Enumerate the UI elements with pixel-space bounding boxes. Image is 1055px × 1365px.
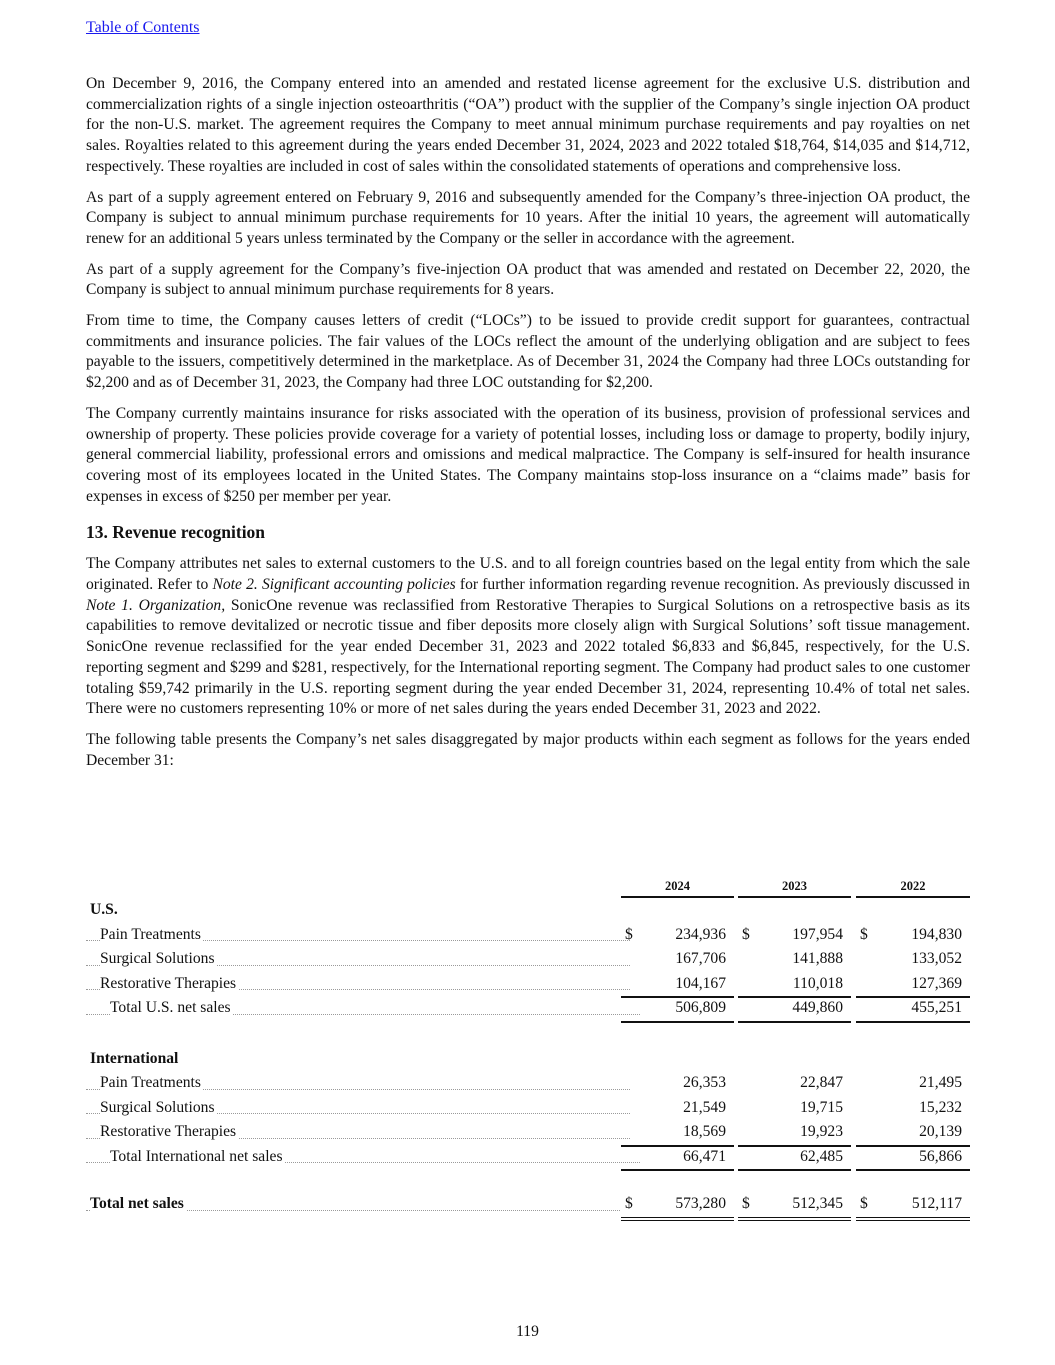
paragraph-five-injection-supply: As part of a supply agreement for the Company’s five-injection OA product that was amended and restated on December 22, 2020, the Company is subject to annual minimum purchase requirements for 8 years. <box>86 260 970 299</box>
value: 18,569 <box>683 1123 726 1140</box>
value: 15,232 <box>919 1098 962 1116</box>
value: 234,936 <box>675 925 726 943</box>
value-cell <box>856 923 970 948</box>
value: 62,485 <box>800 1147 843 1165</box>
net-sales-table <box>86 876 970 1217</box>
value-cell <box>738 947 851 972</box>
value-cell <box>738 972 851 999</box>
value: 512,345 <box>792 1195 843 1212</box>
segment-heading-us: U.S. <box>90 901 118 918</box>
value-cell <box>738 996 851 1023</box>
text-run: for further information regarding revenue recognition. As previously discussed in <box>455 576 970 594</box>
value: 197,954 <box>792 925 843 943</box>
value: 167,706 <box>675 950 726 967</box>
value-cell <box>856 1120 970 1147</box>
note-2-reference: Note 2. Significant accounting policies <box>212 576 456 594</box>
value-cell <box>621 996 734 1023</box>
paragraph-three-injection-supply: As part of a supply agreement entered on February 9, 2016 and subsequently amended for the Company’s three-injection OA product, the Company is subject to annual minimum purchase requirements for 10 years. After the initial 10 years, the agreement will automatically renew for an additional 5 years unless terminated by the Company or the seller in accordance with the agreement. <box>86 188 970 247</box>
row-label <box>86 1071 630 1096</box>
row-label <box>86 1145 640 1170</box>
value: 110,018 <box>792 974 843 992</box>
row-label <box>86 1120 630 1145</box>
paragraph-license-agreement: On December 9, 2016, the Company entered into an amended and restated license agreement for the exclusive U.S. distribution and commercialization rights of a single injection osteoarthritis (“OA”) product with the supplier of the Company’s single injection OA product for the non-U.S. market. The agreement requires the Company to meet annual minimum purchase requirements and pay royalties on net sales. Royalties related to this agreement during the years ended December 31, 2024, 2023 and 2022 totaled $18,764, $14,035 and $14,712, respectively. These royalties are included in cost of sales within the consolidated statements of operations and comprehensive loss. <box>86 75 970 175</box>
row-label <box>86 1192 620 1217</box>
segment-heading-row <box>86 1047 970 1072</box>
segment-heading-international: International <box>90 1049 179 1067</box>
paragraph-insurance: The Company currently maintains insurance for risks associated with the operation of its business, provision of professional services and ownership of property. These policies provide coverage for a variety of potential losses, including loss or damage to property, bodily injury, general commercial liability, professional errors and omissions and medical malpractice. The Company is self-insured for health insurance covering most of its employees located in the United States. The Company maintains stop-loss insurance on a “claims made” basis for expenses in excess of $250 per member per year. <box>86 404 970 505</box>
row-label-text: Surgical Solutions <box>100 950 215 967</box>
value-cell <box>738 923 851 948</box>
paragraph-revenue-attribution <box>86 554 970 720</box>
value-cell <box>621 1145 734 1172</box>
value-cell <box>738 1192 851 1221</box>
value-cell <box>856 1145 970 1172</box>
row-label-text: Surgical Solutions <box>100 1098 215 1116</box>
value: 26,353 <box>683 1074 726 1091</box>
value: 141,888 <box>792 950 843 967</box>
value: 56,866 <box>919 1147 962 1165</box>
paragraph-table-intro: The following table presents the Company’s net sales disaggregated by major products within each segment as follows for the years ended December 31: <box>86 730 970 769</box>
table-row <box>86 1120 970 1145</box>
value-cell <box>621 947 734 972</box>
note-1-reference: Note 1. Organization, <box>86 596 226 614</box>
page-number: 119 <box>516 1323 539 1340</box>
column-header-2022: 2022 <box>856 878 970 898</box>
row-label-text: Restorative Therapies <box>100 974 237 992</box>
value-cell <box>738 1071 851 1096</box>
table-of-contents-link[interactable]: Table of Contents <box>86 19 200 36</box>
value: 66,471 <box>683 1147 726 1165</box>
value-cell <box>621 972 734 999</box>
value: 20,139 <box>919 1123 962 1140</box>
segment-heading-row <box>86 898 970 923</box>
row-label-text: Total U.S. net sales <box>110 999 231 1016</box>
value: 506,809 <box>675 999 726 1016</box>
spacer-row <box>86 1169 970 1192</box>
value: 21,549 <box>683 1098 726 1116</box>
value: 19,923 <box>800 1123 843 1140</box>
value: 21,495 <box>919 1074 962 1091</box>
currency-symbol: $ <box>860 925 868 943</box>
row-label <box>86 972 630 997</box>
paragraph-letters-of-credit: From time to time, the Company causes letters of credit (“LOCs”) to be issued to provide credit support for guarantees, contractual commitments and insurance policies. The fair values of the LOCs reflect the amount of the underlying obligation and are subject to fees payable to the issuers, competitively determined in the marketplace. As of December 31, 2024 the Company had three LOCs outstanding for $2,200 and as of December 31, 2023, the Company had three LOC outstanding for $2,200. <box>86 312 970 392</box>
row-label <box>86 947 630 972</box>
value: 104,167 <box>675 974 726 992</box>
table-row <box>86 947 970 972</box>
value-cell <box>621 923 734 948</box>
text-run: The Company attributes net sales to external customers to the U.S. and to all foreign countries based on the legal entity from which the sale originated. Refer to <box>86 555 970 594</box>
value-cell <box>738 1120 851 1147</box>
section-heading: 13. Revenue recognition <box>86 522 266 543</box>
row-label <box>86 923 630 948</box>
currency-symbol: $ <box>625 925 633 943</box>
value: 449,860 <box>792 999 843 1016</box>
value-cell <box>621 1192 734 1221</box>
value-cell <box>856 947 970 972</box>
value-cell <box>621 1071 734 1096</box>
value-cell <box>856 1096 970 1121</box>
value: 127,369 <box>911 974 962 992</box>
spacer-row <box>86 1021 970 1047</box>
value: 22,847 <box>800 1074 843 1091</box>
currency-symbol: $ <box>860 1195 868 1212</box>
value: 194,830 <box>911 925 962 943</box>
row-label-text: Total net sales <box>90 1195 184 1212</box>
table-header-row <box>86 876 970 898</box>
value-cell <box>738 1145 851 1172</box>
value: 512,117 <box>911 1195 962 1212</box>
row-label <box>86 996 640 1021</box>
row-label-text: Restorative Therapies <box>100 1123 237 1140</box>
row-label-text: Total International net sales <box>110 1147 283 1165</box>
currency-symbol: $ <box>742 925 750 943</box>
value-cell <box>856 996 970 1023</box>
text-run: SonicOne revenue was reclassified from Restorative Therapies to Surgical Solutions on a retrospective basis as its capabilities to remove devitalized or necrotic tissue and fiber deposits more closely align with Surgical Solutions’ soft tissue management. SonicOne revenue reclassified for the year ended December 31, 2023 and 2022 totaled $6,833 and $6,845, respectively, for the U.S. reporting segment and $299 and $281, respectively, for the International reporting segment. The Company had product sales to one customer totaling $59,742 primarily in the U.S. reporting segment during the year ended December 31, 2024, representing 10.4% of total net sales. There were no customers representing 10% or more of net sales during the years ended December 31, 2023 and 2022. <box>86 596 970 718</box>
row-label <box>86 1096 630 1121</box>
column-header-2023: 2023 <box>738 878 851 898</box>
currency-symbol: $ <box>742 1195 750 1212</box>
value: 133,052 <box>911 950 962 967</box>
value-cell <box>856 1071 970 1096</box>
value: 19,715 <box>800 1098 843 1116</box>
value-cell <box>738 1096 851 1121</box>
table-row <box>86 972 970 997</box>
table-row <box>86 1096 970 1121</box>
value-cell <box>621 1120 734 1147</box>
document-body <box>86 74 970 781</box>
table-row <box>86 1071 970 1096</box>
column-header-2024: 2024 <box>621 878 734 898</box>
subtotal-row <box>86 996 970 1021</box>
row-label-text: Pain Treatments <box>100 1074 201 1091</box>
value-cell <box>856 972 970 999</box>
row-label-text: Pain Treatments <box>100 925 201 943</box>
value-cell <box>856 1192 970 1221</box>
value: 455,251 <box>911 999 962 1016</box>
value: 573,280 <box>675 1195 726 1212</box>
subtotal-row <box>86 1145 970 1170</box>
currency-symbol: $ <box>625 1195 633 1212</box>
table-row <box>86 923 970 948</box>
grand-total-row <box>86 1192 970 1217</box>
value-cell <box>621 1096 734 1121</box>
